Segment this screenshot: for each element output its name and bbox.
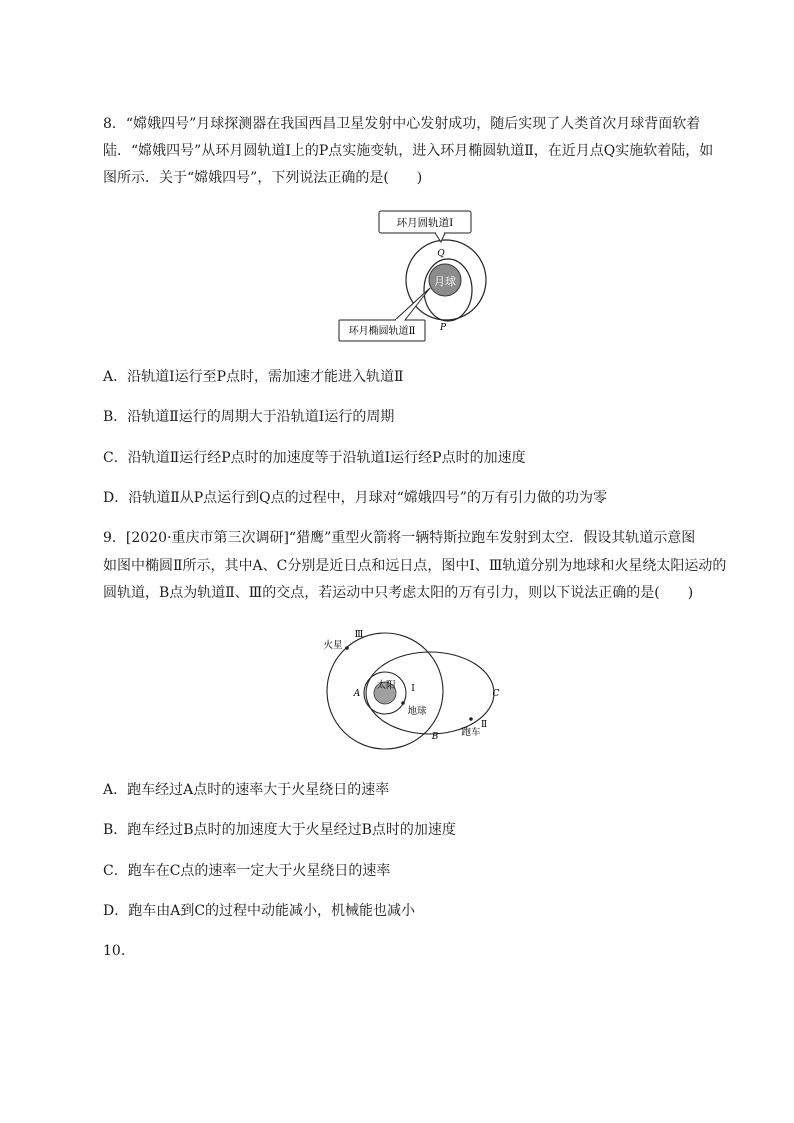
orbit-ii-label: Ⅱ: [480, 720, 488, 730]
point-a-label: A: [353, 689, 361, 699]
q8-stem-line-2: 陆．“嫦娥四号”从环月圆轨道Ⅰ上的P点实施变轨，进入环月椭圆轨道Ⅱ，在近月点Q实施软着陆，如: [103, 143, 714, 159]
point-c-label: C: [492, 689, 500, 699]
q8-stem-line-1: 8．“嫦娥四号”月球探测器在我国西昌卫星发射中心发射成功，随后实现了人类首次月球背面软着: [103, 116, 701, 132]
mars-label: 火星: [323, 640, 343, 651]
orbit-i-label: Ⅰ: [411, 684, 415, 694]
q8-option-b: B．沿轨道Ⅱ运行的周期大于沿轨道Ⅰ运行的周期: [103, 409, 395, 425]
q9-stem-line-2: 如图中椭圆Ⅱ所示，其中A、C分别是近日点和远日点，图中Ⅰ、Ⅲ轨道分别为地球和火星绕太阳运动的: [103, 558, 727, 574]
q9-option-c: C．跑车在C点的速率一定大于火星绕日的速率: [103, 863, 391, 879]
orbit-1-callout-label: 环月圆轨道Ⅰ: [396, 217, 454, 229]
point-b-label: B: [431, 732, 439, 742]
q8-option-d: D．沿轨道Ⅱ从P点运行到Q点的过程中，月球对“嫦娥四号”的万有引力做的功为零: [103, 490, 607, 506]
q9-option-a: A．跑车经过A点时的速率大于火星绕日的速率: [103, 782, 390, 798]
orbit-2-callout-label: 环月椭圆轨道Ⅱ: [348, 326, 416, 337]
q9-option-b: B．跑车经过B点时的加速度大于火星经过B点时的加速度: [103, 822, 456, 838]
q9-orbit-figure: [310, 626, 510, 751]
earth-dot: [401, 701, 405, 705]
q9-stem-line-3: 圆轨道，B点为轨道Ⅱ、Ⅲ的交点，若运动中只考虑太阳的万有引力，则以下说法正确的是( ): [103, 585, 694, 601]
q9-stem-line-1: 9．[2020·重庆市第三次调研]“猎鹰”重型火箭将一辆特斯拉跑车发射到太空．假设其轨道示意图: [103, 530, 696, 546]
earth-label: 地球: [407, 706, 427, 717]
q9-option-d: D．跑车由A到C的过程中动能减小，机械能也减小: [103, 903, 416, 919]
q8-stem-line-3: 图所示．关于“嫦娥四号”，下列说法正确的是( ): [103, 170, 423, 186]
mars-dot: [345, 646, 349, 650]
orbit-iii-label: Ⅲ: [354, 630, 364, 640]
p-point-label: P: [439, 323, 447, 333]
q-point-label: Q: [437, 249, 445, 259]
car-label: 跑车: [461, 727, 481, 738]
car-dot: [469, 717, 473, 721]
sun-label: 太阳: [376, 680, 396, 691]
q8-option-a: A．沿轨道Ⅰ运行至P点时，需加速才能进入轨道Ⅱ: [103, 369, 404, 385]
q10-number: 10.: [103, 943, 126, 959]
q8-option-c: C．沿轨道Ⅱ运行经P点时的加速度等于沿轨道Ⅰ运行经P点时的加速度: [103, 450, 526, 466]
q8-orbit-figure: [335, 205, 505, 345]
moon-label: 月球: [434, 275, 456, 288]
